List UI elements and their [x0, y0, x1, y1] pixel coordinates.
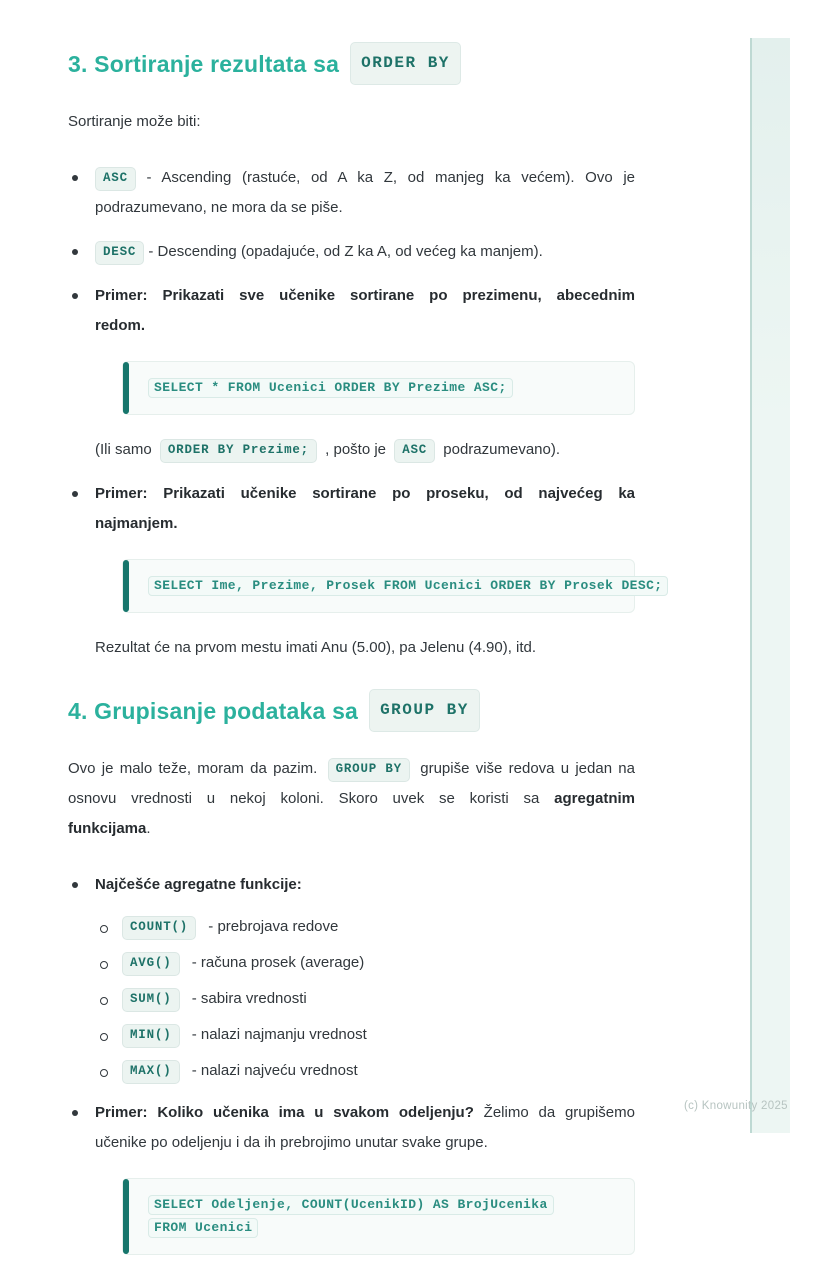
section3-intro: Sortiranje može biti: [68, 113, 201, 130]
asc-description-line2: podrazumevano, ne mora da se piše. [95, 199, 343, 216]
primer-grupisanje-rest: Želimo da grupišemo [483, 1104, 635, 1121]
page-edge-strip [750, 38, 790, 1133]
group-by-inline-badge: GROUP BY [328, 758, 410, 782]
list-item-asc [68, 163, 635, 223]
order-by-note [95, 435, 635, 465]
list-item-primer-prosek [68, 479, 663, 663]
list-item-aggregate-functions [68, 870, 635, 1084]
avg-code-badge: AVG() [122, 952, 180, 976]
min-description: - nalazi najmanju vrednost [191, 1026, 367, 1043]
code-block-group-by [122, 1178, 635, 1255]
aggregate-functions-title: Najčešće agregatne funkcije: [95, 876, 302, 893]
list-item-desc [68, 237, 635, 267]
count-description: - prebrojava redove [208, 918, 339, 935]
note-text-3: podrazumevano). [443, 441, 561, 458]
max-description: - nalazi najveću vrednost [191, 1062, 358, 1079]
desc-code-badge: DESC [95, 241, 144, 265]
code-block-order-by-desc [122, 559, 663, 613]
note-text-1: (Ili samo [95, 441, 152, 458]
period-text: . [146, 820, 151, 837]
circle-marker [100, 997, 108, 1005]
asc-code-badge: ASC [95, 167, 136, 191]
bullet-marker [72, 882, 78, 888]
sum-description: - sabira vrednosti [191, 990, 307, 1007]
group-by-heading-badge: GROUP BY [369, 689, 480, 732]
group-by-text-2: grupiše više redova u jedan na [420, 760, 635, 777]
group-by-text-3: osnovu vrednosti u nekoj koloni. Skoro uvek se koristi sa [68, 790, 540, 807]
order-by-heading-badge: ORDER BY [350, 42, 461, 85]
document-content [68, 42, 663, 1275]
bullet-marker [72, 175, 78, 181]
funkcijama-bold: funkcijama [68, 820, 147, 837]
code-block-accent-bar [123, 362, 129, 414]
code-block-accent-bar [123, 560, 129, 612]
desc-description: - Descending (opadajuće, od Z ka A, od većeg ka manjem). [148, 243, 543, 260]
order-by-prezime-badge: ORDER BY Prezime; [160, 439, 317, 463]
sql-statement-line2: FROM Ucenici [148, 1218, 258, 1238]
bullet-marker [72, 249, 78, 255]
section3-heading [68, 42, 635, 85]
sublist-item-avg [95, 952, 635, 976]
primer-prezime-line2: redom. [95, 317, 146, 334]
list-item-primer-prezime [68, 281, 635, 465]
circle-marker [100, 925, 108, 933]
sort-type-list [68, 163, 663, 663]
section4-paragraph [68, 754, 635, 844]
sql-statement: SELECT Ime, Prezime, Prosek FROM Ucenici ORDER BY Prosek DESC; [148, 576, 668, 596]
primer-grupisanje-bold: Primer: Koliko učenika ima u svakom odeljenju? [95, 1104, 474, 1121]
sublist-item-sum [95, 988, 635, 1012]
sql-statement: SELECT * FROM Ucenici ORDER BY Prezime ASC; [148, 378, 513, 398]
aggregate-functions-sublist [95, 916, 635, 1084]
bullet-marker [72, 491, 78, 497]
result-note: Rezultat će na prvom mestu imati Anu (5.00), pa Jelenu (4.90), itd. [95, 639, 537, 656]
section4-heading-text: 4. Grupisanje podataka sa [68, 697, 359, 724]
asc-description-line1: - Ascending (rastuće, od A ka Z, od manjeg ka većem). Ovo je [146, 169, 635, 186]
list-item-primer-grupisanje [68, 1098, 635, 1255]
section3-heading-text: 3. Sortiranje rezultata sa [68, 50, 340, 77]
min-code-badge: MIN() [122, 1024, 180, 1048]
agregatnim-bold: agregatnim [554, 790, 635, 807]
primer-prezime-line1: Primer: Prikazati sve učenike sortirane po prezimenu, abecednim [95, 287, 635, 304]
circle-marker [100, 1033, 108, 1041]
count-code-badge: COUNT() [122, 916, 196, 940]
code-block-accent-bar [123, 1179, 129, 1254]
sublist-item-min [95, 1024, 635, 1048]
note-text-2: , pošto je [325, 441, 387, 458]
primer-prosek-line2: najmanjem. [95, 515, 178, 532]
section4-heading [68, 689, 635, 732]
sum-code-badge: SUM() [122, 988, 180, 1012]
bullet-marker [72, 293, 78, 299]
max-code-badge: MAX() [122, 1060, 180, 1084]
asc-inline-badge: ASC [394, 439, 435, 463]
primer-grupisanje-line2: učenike po odeljenju i da ih prebrojimo unutar svake grupe. [95, 1134, 488, 1151]
bullet-marker [72, 1110, 78, 1116]
code-block-order-by-asc [122, 361, 635, 415]
copyright-watermark: (c) Knowunity 2025 [684, 1100, 788, 1112]
sublist-item-max [95, 1060, 635, 1084]
sublist-item-count [95, 916, 635, 940]
aggregate-section-list [68, 870, 635, 1255]
circle-marker [100, 961, 108, 969]
avg-description: - računa prosek (average) [191, 954, 365, 971]
sql-statement-line1: SELECT Odeljenje, COUNT(UcenikID) AS BrojUcenika [148, 1195, 554, 1215]
circle-marker [100, 1069, 108, 1077]
group-by-text-1: Ovo je malo teže, moram da pazim. [68, 760, 318, 777]
primer-prosek-line1: Primer: Prikazati učenike sortirane po proseku, od najvećeg ka [95, 485, 635, 502]
